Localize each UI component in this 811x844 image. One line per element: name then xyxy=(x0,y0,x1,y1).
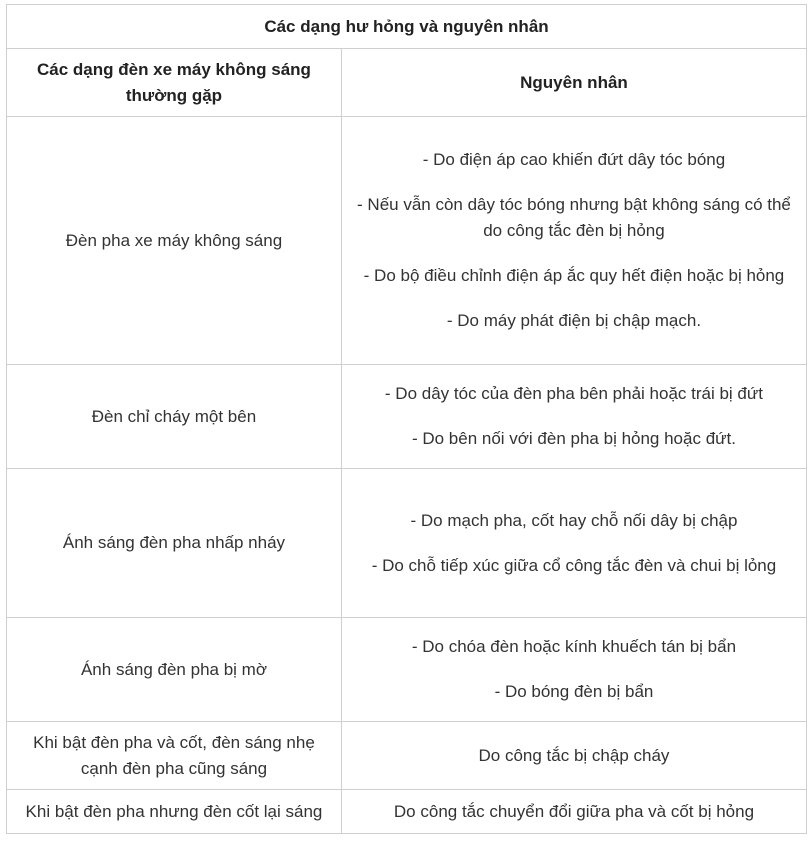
issue-cell: Ánh sáng đèn pha nhấp nháy xyxy=(7,469,342,618)
issue-cell: Đèn chỉ cháy một bên xyxy=(7,365,342,469)
table-row xyxy=(7,722,807,790)
issue-cell: Ánh sáng đèn pha bị mờ xyxy=(7,618,342,722)
table-row xyxy=(7,618,807,722)
issue-cell: Đèn pha xe máy không sáng xyxy=(7,117,342,365)
table-row xyxy=(7,117,807,365)
issue-cell: Khi bật đèn pha và cốt, đèn sáng nhẹ cạnh đèn pha cũng sáng xyxy=(7,722,342,790)
cause-item: Do công tắc bị chập cháy xyxy=(478,745,670,765)
table-header-row xyxy=(7,49,807,117)
cause-item: - Do bộ điều chỉnh điện áp ắc quy hết điện hoặc bị hỏng xyxy=(363,266,785,285)
faults-causes-table xyxy=(6,4,807,834)
causes-cell xyxy=(341,469,806,618)
document-table-container xyxy=(0,4,811,844)
cause-item: - Nếu vẫn còn dây tóc bóng nhưng bật không sáng có thể do công tắc đèn bị hỏng xyxy=(357,195,791,240)
causes-cell xyxy=(341,722,806,790)
table-title: Các dạng hư hỏng và nguyên nhân xyxy=(7,5,807,49)
causes-cell xyxy=(341,365,806,469)
cause-item: - Do dây tóc của đèn pha bên phải hoặc trái bị đứt xyxy=(384,384,763,403)
causes-cell xyxy=(341,790,806,834)
header-fault-types: Các dạng đèn xe máy không sáng thường gặp xyxy=(7,49,342,117)
header-causes: Nguyên nhân xyxy=(341,49,806,117)
table-title-row xyxy=(7,5,807,49)
cause-item: - Do điện áp cao khiến đứt dây tóc bóng xyxy=(422,150,726,169)
causes-cell xyxy=(341,117,806,365)
table-row xyxy=(7,790,807,834)
issue-cell: Khi bật đèn pha nhưng đèn cốt lại sáng xyxy=(7,790,342,834)
causes-cell xyxy=(341,618,806,722)
cause-item: Do công tắc chuyển đổi giữa pha và cốt bị hỏng xyxy=(393,801,755,821)
cause-item: - Do chóa đèn hoặc kính khuếch tán bị bẩn xyxy=(411,637,737,656)
table-row xyxy=(7,469,807,618)
cause-item: - Do bóng đèn bị bẩn xyxy=(494,682,654,701)
cause-item: - Do mạch pha, cốt hay chỗ nối dây bị chập xyxy=(410,510,738,530)
table-row xyxy=(7,365,807,469)
cause-item: - Do bên nối với đèn pha bị hỏng hoặc đứt. xyxy=(411,429,736,448)
cause-item: - Do chỗ tiếp xúc giữa cổ công tắc đèn và chui bị lỏng xyxy=(371,555,777,575)
cause-item: - Do máy phát điện bị chập mạch. xyxy=(446,311,702,330)
